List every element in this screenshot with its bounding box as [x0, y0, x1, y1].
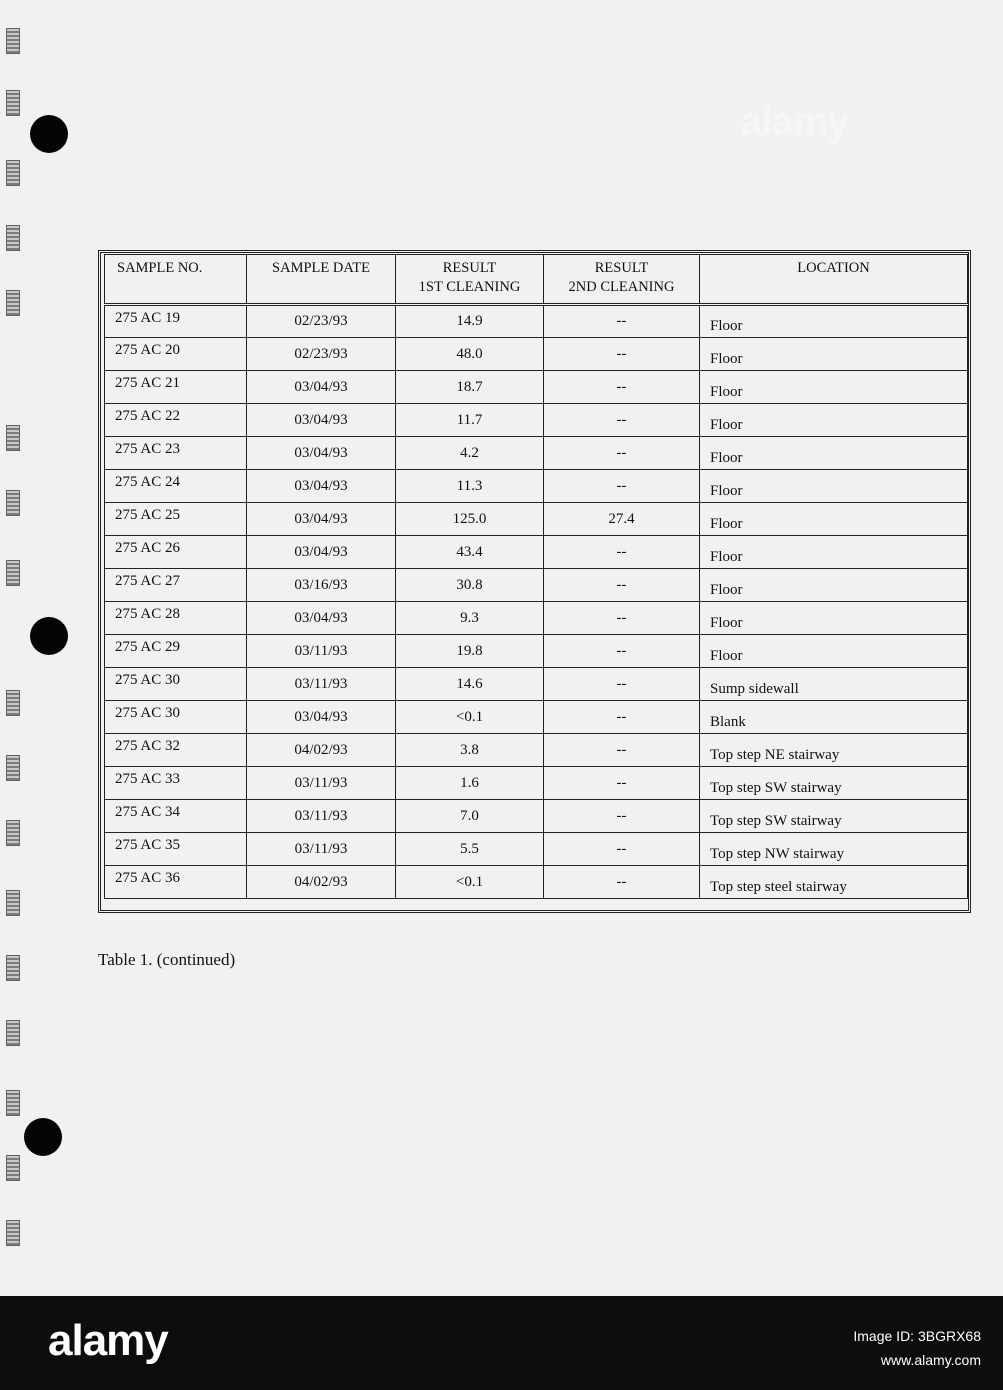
edge-mark	[6, 290, 20, 316]
table-row	[105, 470, 968, 503]
cell-location: Blank	[700, 701, 968, 734]
cell-result-2nd: --	[544, 338, 700, 371]
cell-sample-no: 275 AC 21	[105, 371, 247, 404]
cell-location: Floor	[700, 305, 968, 338]
edge-mark	[6, 425, 20, 451]
cell-sample-no: 275 AC 25	[105, 503, 247, 536]
header-row	[105, 255, 968, 305]
cell-result-1st: 48.0	[396, 338, 544, 371]
table-row	[105, 833, 968, 866]
cell-sample-date: 03/11/93	[247, 668, 396, 701]
header-result-2nd-line1: RESULT	[594, 260, 649, 276]
cell-result-2nd: --	[544, 833, 700, 866]
cell-result-2nd: --	[544, 536, 700, 569]
cell-result-1st: 14.6	[396, 668, 544, 701]
cell-sample-date: 04/02/93	[247, 734, 396, 767]
cell-sample-no: 275 AC 28	[105, 602, 247, 635]
cell-result-1st: 5.5	[396, 833, 544, 866]
table-row	[105, 701, 968, 734]
cell-sample-no: 275 AC 24	[105, 470, 247, 503]
cell-result-1st: 7.0	[396, 800, 544, 833]
table-row	[105, 668, 968, 701]
cell-location: Floor	[700, 404, 968, 437]
cell-location: Top step NE stairway	[700, 734, 968, 767]
header-sample-no: SAMPLE NO.	[105, 255, 247, 305]
header-result-1st-line1: RESULT	[442, 260, 497, 276]
cell-sample-date: 03/04/93	[247, 371, 396, 404]
edge-mark	[6, 1155, 20, 1181]
cell-result-2nd: --	[544, 866, 700, 899]
cell-result-1st: 11.7	[396, 404, 544, 437]
table-row	[105, 602, 968, 635]
table-row	[105, 800, 968, 833]
cell-sample-date: 03/11/93	[247, 635, 396, 668]
cell-location: Floor	[700, 437, 968, 470]
edge-mark	[6, 90, 20, 116]
cell-location: Floor	[700, 602, 968, 635]
table-row	[105, 305, 968, 338]
edge-mark	[6, 560, 20, 586]
table-body	[105, 305, 968, 899]
cell-result-1st: 18.7	[396, 371, 544, 404]
cell-sample-no: 275 AC 27	[105, 569, 247, 602]
cell-sample-date: 03/04/93	[247, 701, 396, 734]
cell-result-1st: 30.8	[396, 569, 544, 602]
edge-mark	[6, 225, 20, 251]
cell-sample-date: 04/02/93	[247, 866, 396, 899]
cell-result-2nd: --	[544, 668, 700, 701]
cell-sample-no: 275 AC 30	[105, 668, 247, 701]
table-row	[105, 338, 968, 371]
cell-sample-no: 275 AC 34	[105, 800, 247, 833]
cell-result-2nd: --	[544, 734, 700, 767]
cell-sample-date: 03/04/93	[247, 602, 396, 635]
table-row	[105, 404, 968, 437]
table-row	[105, 437, 968, 470]
punch-hole	[30, 115, 68, 153]
site-url: www.alamy.com	[880, 1352, 981, 1368]
cell-sample-no: 275 AC 22	[105, 404, 247, 437]
edge-mark	[6, 1020, 20, 1046]
cell-sample-date: 03/04/93	[247, 503, 396, 536]
samples-table	[104, 254, 968, 899]
cell-location: Sump sidewall	[700, 668, 968, 701]
cell-location: Floor	[700, 470, 968, 503]
edge-mark	[6, 820, 20, 846]
cell-sample-no: 275 AC 32	[105, 734, 247, 767]
edge-mark	[6, 955, 20, 981]
cell-result-1st: 14.9	[396, 305, 544, 338]
edge-mark	[6, 490, 20, 516]
cell-sample-no: 275 AC 20	[105, 338, 247, 371]
cell-result-1st: <0.1	[396, 866, 544, 899]
cell-location: Top step NW stairway	[700, 833, 968, 866]
cell-sample-date: 03/16/93	[247, 569, 396, 602]
table-row	[105, 734, 968, 767]
cell-sample-date: 03/04/93	[247, 437, 396, 470]
header-result-1st	[396, 255, 544, 305]
edge-mark	[6, 690, 20, 716]
header-result-1st-line2: 1ST CLEANING	[418, 279, 521, 295]
cell-sample-no: 275 AC 19	[105, 305, 247, 338]
cell-sample-no: 275 AC 35	[105, 833, 247, 866]
cell-location: Floor	[700, 503, 968, 536]
cell-result-1st: 4.2	[396, 437, 544, 470]
header-sample-date: SAMPLE DATE	[247, 255, 396, 305]
cell-result-2nd: --	[544, 404, 700, 437]
cell-result-1st: <0.1	[396, 701, 544, 734]
cell-result-2nd: --	[544, 437, 700, 470]
table-caption: Table 1. (continued)	[98, 950, 236, 969]
table-row	[105, 371, 968, 404]
cell-sample-date: 03/11/93	[247, 833, 396, 866]
cell-sample-date: 03/04/93	[247, 536, 396, 569]
punch-hole	[30, 617, 68, 655]
cell-sample-date: 03/04/93	[247, 404, 396, 437]
cell-result-1st: 1.6	[396, 767, 544, 800]
cell-result-1st: 9.3	[396, 602, 544, 635]
edge-mark	[6, 160, 20, 186]
cell-location: Top step SW stairway	[700, 800, 968, 833]
edge-mark	[6, 1090, 20, 1116]
cell-sample-no: 275 AC 29	[105, 635, 247, 668]
cell-sample-date: 03/11/93	[247, 767, 396, 800]
cell-result-2nd: --	[544, 701, 700, 734]
cell-sample-no: 275 AC 33	[105, 767, 247, 800]
cell-result-2nd: --	[544, 767, 700, 800]
edge-mark	[6, 28, 20, 54]
cell-result-2nd: --	[544, 305, 700, 338]
cell-result-2nd: --	[544, 371, 700, 404]
cell-sample-no: 275 AC 30	[105, 701, 247, 734]
header-result-2nd	[544, 255, 700, 305]
header-location: LOCATION	[700, 255, 968, 305]
cell-result-2nd: --	[544, 569, 700, 602]
cell-sample-date: 02/23/93	[247, 305, 396, 338]
cell-result-1st: 11.3	[396, 470, 544, 503]
table-row	[105, 569, 968, 602]
cell-result-2nd: --	[544, 800, 700, 833]
cell-result-2nd: 27.4	[544, 503, 700, 536]
cell-result-1st: 43.4	[396, 536, 544, 569]
cell-location: Floor	[700, 338, 968, 371]
edge-mark	[6, 890, 20, 916]
cell-sample-no: 275 AC 26	[105, 536, 247, 569]
edge-mark	[6, 1220, 20, 1246]
table-row	[105, 635, 968, 668]
cell-sample-no: 275 AC 23	[105, 437, 247, 470]
cell-sample-date: 03/04/93	[247, 470, 396, 503]
cell-result-2nd: --	[544, 470, 700, 503]
cell-location: Top step SW stairway	[700, 767, 968, 800]
alamy-logo: alamy	[48, 1316, 168, 1365]
table-row	[105, 536, 968, 569]
table-row	[105, 503, 968, 536]
cell-sample-date: 03/11/93	[247, 800, 396, 833]
cell-location: Floor	[700, 569, 968, 602]
cell-sample-no: 275 AC 36	[105, 866, 247, 899]
cell-sample-date: 02/23/93	[247, 338, 396, 371]
image-id: Image ID: 3BGRX68	[853, 1328, 981, 1344]
edge-mark	[6, 755, 20, 781]
binder-edge-marks	[6, 20, 24, 1280]
cell-result-1st: 3.8	[396, 734, 544, 767]
table-row	[105, 866, 968, 899]
cell-location: Floor	[700, 635, 968, 668]
cell-result-1st: 19.8	[396, 635, 544, 668]
watermark-logo: alamy	[740, 100, 849, 144]
image-id-block	[853, 1324, 981, 1372]
header-result-2nd-line2: 2ND CLEANING	[568, 279, 675, 295]
table-row	[105, 767, 968, 800]
cell-result-2nd: --	[544, 602, 700, 635]
cell-location: Top step steel stairway	[700, 866, 968, 899]
punch-hole	[24, 1118, 62, 1156]
cell-result-1st: 125.0	[396, 503, 544, 536]
cell-result-2nd: --	[544, 635, 700, 668]
cell-location: Floor	[700, 536, 968, 569]
cell-location: Floor	[700, 371, 968, 404]
